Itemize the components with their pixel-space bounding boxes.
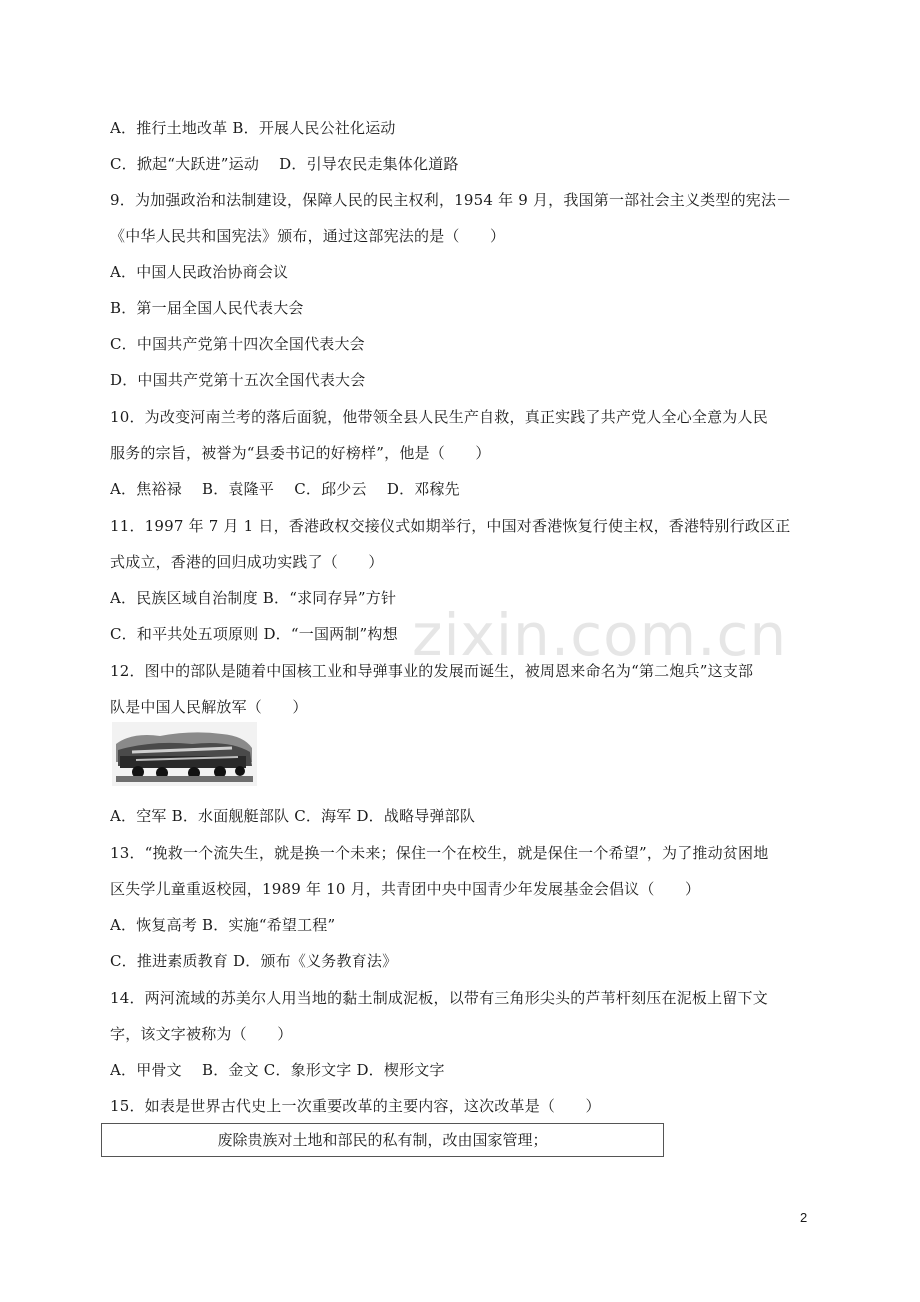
page-number: 2 <box>800 1210 808 1225</box>
q11-stem-line1: 11．1997 年 7 月 1 日，香港政权交接仪式如期举行，中国对香港恢复行使主权，香港特别行政区正 <box>110 517 791 535</box>
q13-options-ab: A．恢复高考 B．实施“希望工程” <box>110 916 336 934</box>
q9-stem-line1: 9．为加强政治和法制建设，保障人民的民主权利，1954 年 9 月，我国第一部社会主义类型的宪法－ <box>110 191 792 209</box>
table-row: 废除贵族对土地和部民的私有制，改由国家管理； <box>217 1131 548 1149</box>
q9-option-a: A．中国人民政治协商会议 <box>110 263 289 281</box>
q8-options-ab: A．推行土地改革 B．开展人民公社化运动 <box>110 119 396 137</box>
q9-option-b: B．第一届全国人民代表大会 <box>110 299 304 317</box>
q11-options-ab: A．民族区域自治制度 B．“求同存异”方针 <box>110 589 397 607</box>
watermark: zixin.com.cn <box>412 601 788 669</box>
q10-stem-line1: 10．为改变河南兰考的落后面貌，他带领全县人民生产自救，真正实践了共产党人全心全意为人民 <box>110 408 768 426</box>
q14-options: A．甲骨文 B．金文 C．象形文字 D．楔形文字 <box>110 1061 445 1079</box>
q11-options-cd: C．和平共处五项原则 D．“一国两制”构想 <box>110 625 398 643</box>
q14-stem-line2: 字，该文字被称为（ ） <box>110 1025 293 1043</box>
q15-stem: 15．如表是世界古代史上一次重要改革的主要内容，这次改革是（ ） <box>110 1097 601 1115</box>
q8-options-cd: C．掀起“大跃进”运动 D．引导农民走集体化道路 <box>110 155 459 173</box>
q9-option-c: C．中国共产党第十四次全国代表大会 <box>110 335 365 353</box>
missile-troops-photo <box>112 722 257 786</box>
q13-options-cd: C．推进素质教育 D．颁布《义务教育法》 <box>110 952 398 970</box>
q14-stem-line1: 14．两河流域的苏美尔人用当地的黏土制成泥板，以带有三角形尖头的芦苇杆刻压在泥板上留下文 <box>110 989 768 1007</box>
reform-content-table <box>101 1123 664 1157</box>
q11-stem-line2: 式成立，香港的回归成功实践了（ ） <box>110 553 384 571</box>
q9-option-d: D．中国共产党第十五次全国代表大会 <box>110 371 366 389</box>
q13-stem-line1: 13．“挽救一个流失生，就是换一个未来；保住一个在校生，就是保住一个希望”，为了推动贫困地 <box>110 844 769 862</box>
q12-options: A．空军 B．水面舰艇部队 C．海军 D．战略导弹部队 <box>110 807 476 825</box>
q9-stem-line2: 《中华人民共和国宪法》颁布，通过这部宪法的是（ ） <box>110 227 506 245</box>
q12-stem-line1: 12．图中的部队是随着中国核工业和导弹事业的发展而诞生，被周恩来命名为“第二炮兵”这支部 <box>110 662 754 680</box>
q10-stem-line2: 服务的宗旨，被誉为“县委书记的好榜样”，他是（ ） <box>110 444 491 462</box>
q12-stem-line2: 队是中国人民解放军（ ） <box>110 698 308 716</box>
q13-stem-line2: 区失学儿童重返校园，1989 年 10 月，共青团中央中国青少年发展基金会倡议（ ） <box>110 880 701 898</box>
q10-options: A．焦裕禄 B．袁隆平 C．邱少云 D．邓稼先 <box>110 480 460 498</box>
